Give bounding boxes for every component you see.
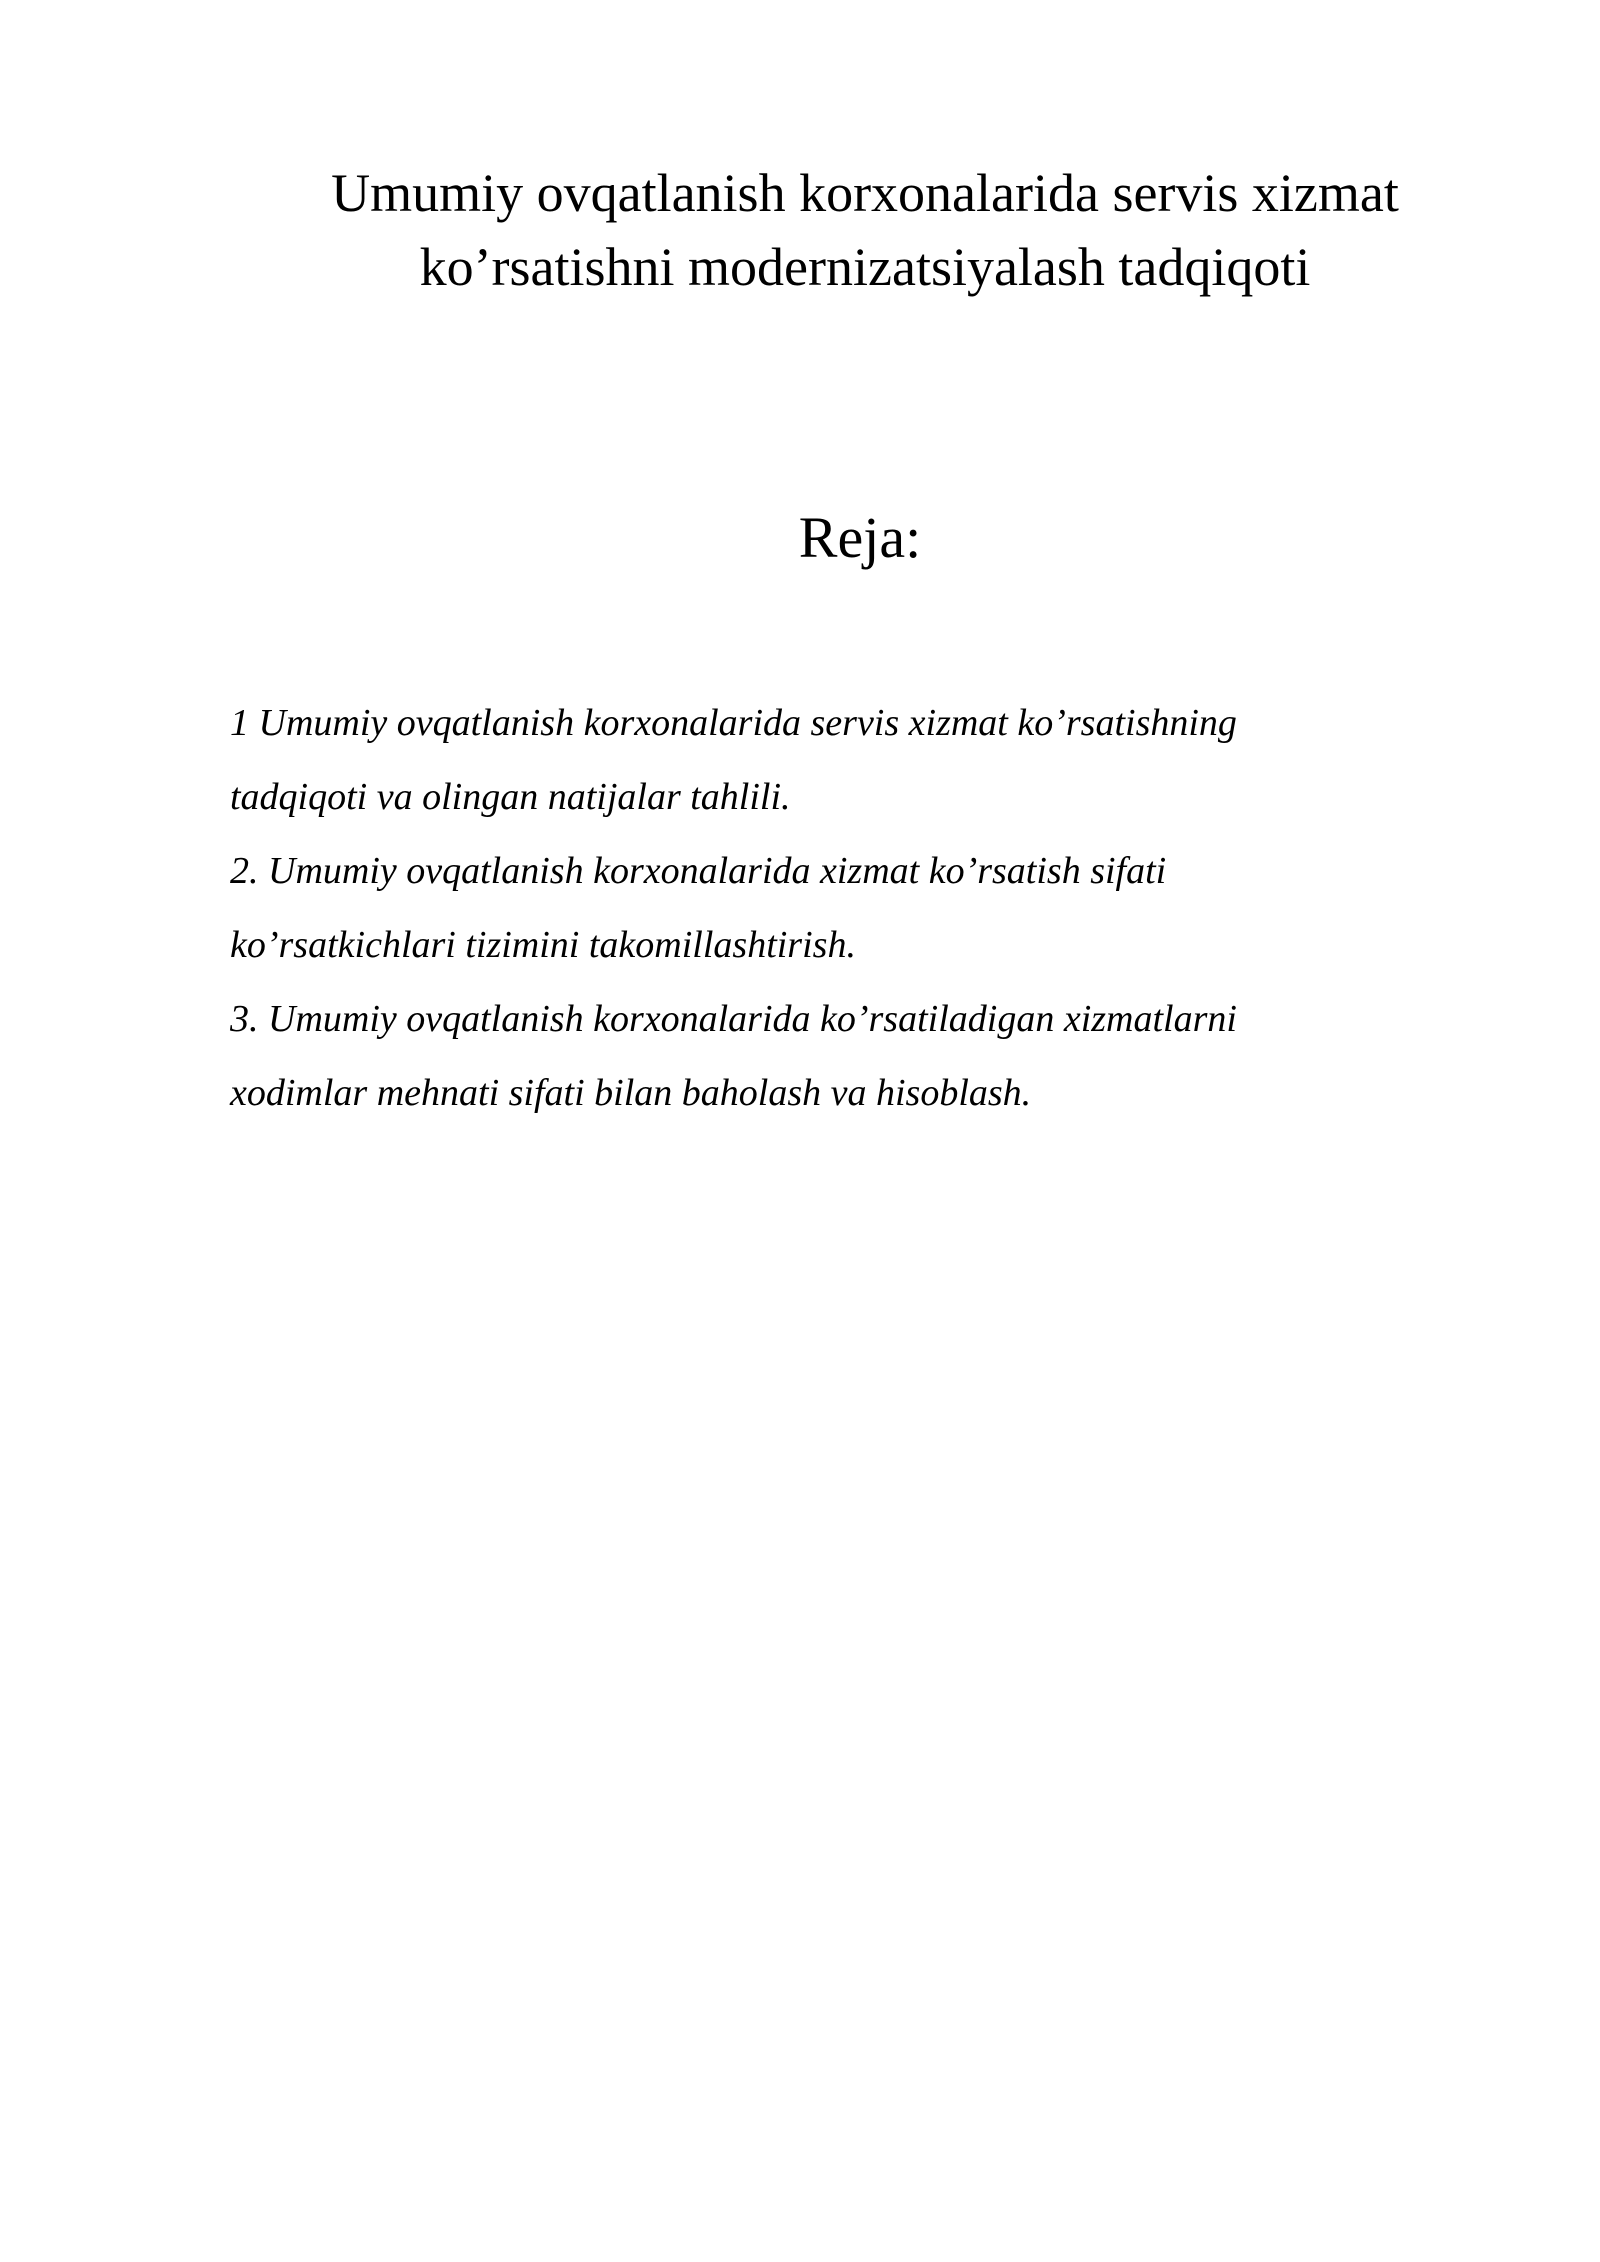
plan-item-2 bbox=[230, 834, 1470, 982]
plan-item-line: tadqiqoti va olingan natijalar tahlili. bbox=[230, 776, 791, 818]
plan-item-line: 2. Umumiy ovqatlanish korxonalarida xizmat ko’rsatish sifati bbox=[230, 850, 1167, 892]
plan-item-line: 3. Umumiy ovqatlanish korxonalarida ko’rsatiladigan xizmatlarni bbox=[230, 998, 1237, 1040]
plan-heading: Reja: bbox=[798, 505, 922, 570]
document-title-line: Umumiy ovqatlanish korxonalarida servis xizmat bbox=[331, 163, 1399, 223]
plan-item-1 bbox=[230, 686, 1470, 834]
plan-list bbox=[230, 686, 1470, 1130]
plan-item-3 bbox=[230, 982, 1470, 1130]
document-title bbox=[230, 156, 1500, 304]
plan-item-line: 1 Umumiy ovqatlanish korxonalarida servis xizmat ko’rsatishning bbox=[230, 702, 1237, 744]
plan-item-line: ko’rsatkichlari tizimini takomillashtirish. bbox=[230, 924, 856, 966]
plan-item-line: xodimlar mehnati sifati bilan baholash va hisoblash. bbox=[230, 1072, 1032, 1114]
document-title-line: ko’rsatishni modernizatsiyalash tadqiqoti bbox=[419, 237, 1311, 297]
